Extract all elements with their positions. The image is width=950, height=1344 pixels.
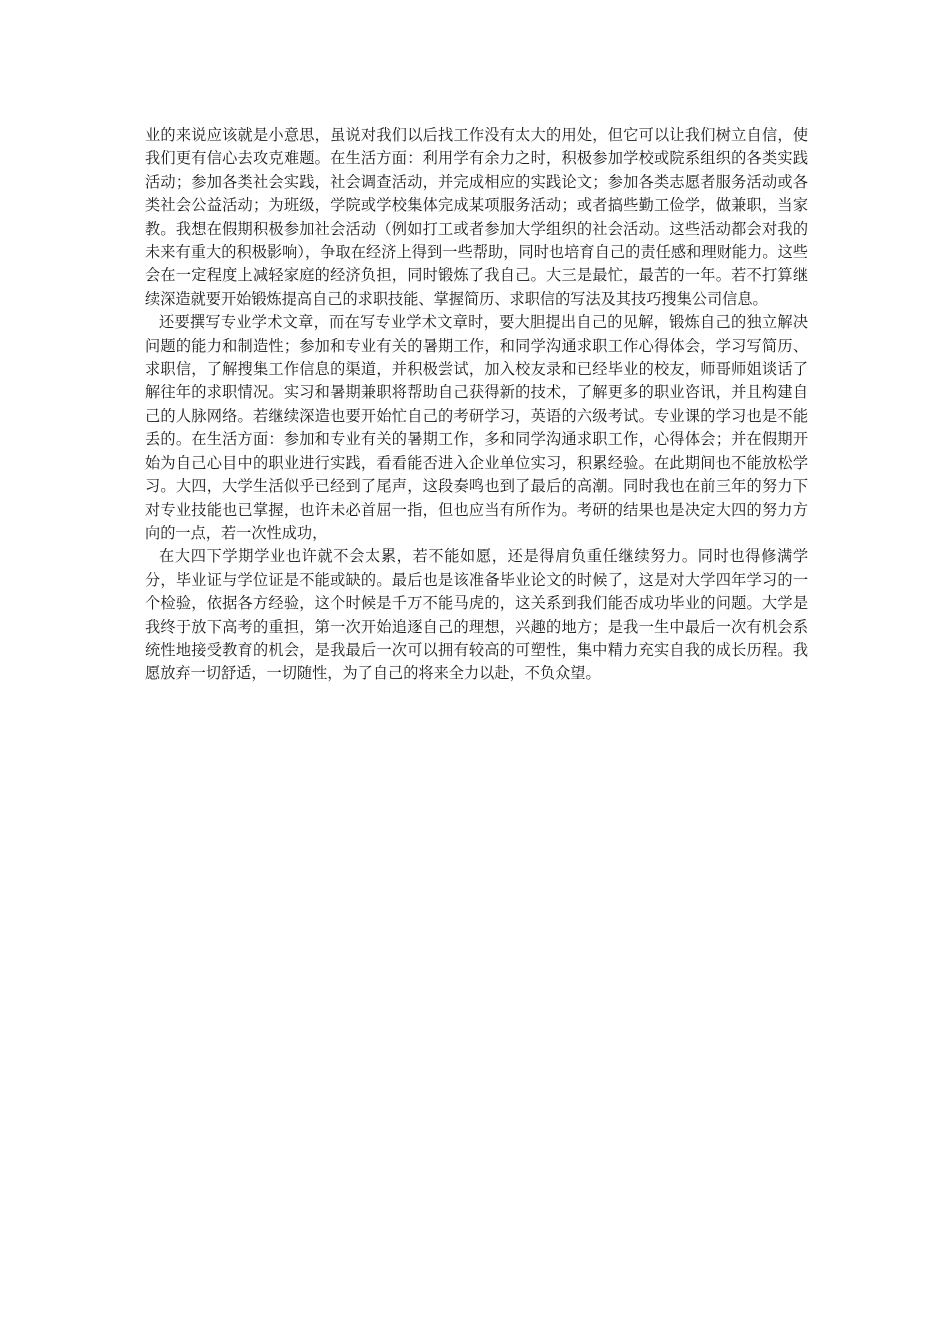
paragraph-3: 在大四下学期学业也许就不会太累，若不能如愿，还是得肩负重任继续努力。同时也得修满学分，毕业证与学位证是不能或缺的。最后也是该准备毕业论文的时候了，这是对大学四年学习的一个检验，依据各方经验，这个时候是千万不能马虎的，这关系到我们能否成功毕业的问题。大学是我终于放下高考的重担，第一次开始追逐自己的理想，兴趣的地方；是我一生中最后一次有机会系统性地接受教育的机会，是我最后一次可以拥有较高的可塑性，集中精力充实自我的成长历程。我愿放弃一切舒适，一切随性，为了自己的将来全力以赴，不负众望。 [145, 547, 808, 683]
paragraph-1: 业的来说应该就是小意思，虽说对我们以后找工作没有太大的用处，但它可以让我们树立自信，使我们更有信心去攻克难题。在生活方面：利用学有余力之时，积极参加学校或院系组织的各类实践活动；参加各类社会实践，社会调查活动，并完成相应的实践论文；参加各类志愿者服务活动或各类社会公益活动；为班级，学院或学校集体完成某项服务活动；或者搞些勤工俭学，做兼职，当家教。我想在假期积极参加社会活动（例如打工或者参加大学组织的社会活动。这些活动都会对我的未来有重大的积极影响），争取在经济上得到一些帮助，同时也培育自己的责任感和理财能力。这些会在一定程度上减轻家庭的经济负担，同时锻炼了我自己。大三是最忙，最苦的一年。若不打算继续深造就要开始锻炼提高自己的求职技能、掌握简历、求职信的写法及其技巧搜集公司信息。 [145, 126, 808, 308]
document-body [145, 124, 808, 686]
paragraph-2: 还要撰写专业学术文章，而在写专业学术文章时，要大胆提出自己的见解，锻炼自己的独立解决问题的能力和制造性；参加和专业有关的暑期工作，和同学沟通求职工作心得体会，学习写简历、求职信，了解搜集工作信息的渠道，并积极尝试，加入校友录和已经毕业的校友，师哥师姐谈话了解往年的求职情况。实习和暑期兼职将帮助自己获得新的技术，了解更多的职业咨讯，并且构建自己的人脉网络。若继续深造也要开始忙自己的考研学习，英语的六级考试。专业课的学习也是不能丢的。在生活方面：参加和专业有关的暑期工作，多和同学沟通求职工作，心得体会；并在假期开始为自己心目中的职业进行实践，看看能否进入企业单位实习，积累经验。在此期间也不能放松学习。大四，大学生活似乎已经到了尾声，这段奏鸣也到了最后的高潮。同时我也在前三年的努力下对专业技能也已掌握，也许未必首屈一指，但也应当有所作为。考研的结果也是决定大四的努力方向的一点，若一次性成功， [145, 313, 808, 542]
